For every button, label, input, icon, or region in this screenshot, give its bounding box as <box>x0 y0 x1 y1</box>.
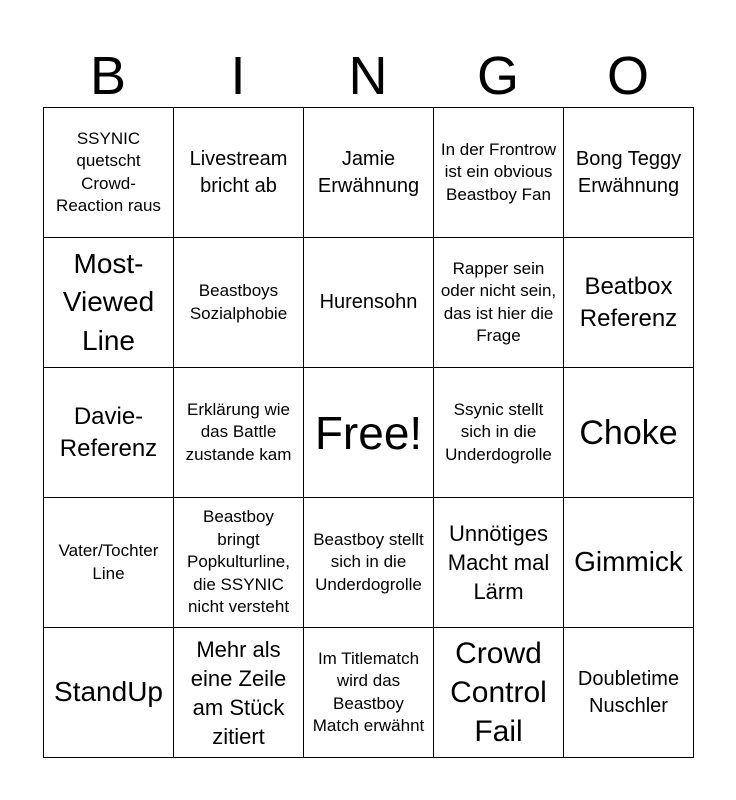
bingo-header <box>43 44 693 108</box>
bingo-cell: Beastboys Sozialphobie <box>174 238 304 368</box>
bingo-cell: Davie-Referenz <box>44 368 174 498</box>
bingo-cell: Rapper sein oder nicht sein, das ist hier die Frage <box>434 238 564 368</box>
bingo-cell: Im Titlematch wird das Beastboy Match erwähnt <box>304 628 434 758</box>
bingo-cell: In der Frontrow ist ein obvious Beastboy Fan <box>434 108 564 238</box>
bingo-cell: Jamie Erwähnung <box>304 108 434 238</box>
free-cell: Free! <box>304 368 434 498</box>
bingo-cell: Livestream bricht ab <box>174 108 304 238</box>
bingo-cell: Mehr als eine Zeile am Stück zitiert <box>174 628 304 758</box>
bingo-cell: StandUp <box>44 628 174 758</box>
bingo-cell: Vater/Tochter Line <box>44 498 174 628</box>
grid-row <box>44 108 694 238</box>
header-letter-n: N <box>348 46 388 106</box>
header-letter-g: G <box>476 46 519 106</box>
header-letter-b: B <box>89 46 127 106</box>
bingo-cell: Most-Viewed Line <box>44 238 174 368</box>
bingo-cell: Choke <box>564 368 694 498</box>
bingo-cell: Ssynic stellt sich in die Underdogrolle <box>434 368 564 498</box>
bingo-cell: SSYNIC quetscht Crowd-Reaction raus <box>44 108 174 238</box>
bingo-cell: Gimmick <box>564 498 694 628</box>
bingo-cell: Beatbox Referenz <box>564 238 694 368</box>
grid-row <box>44 238 694 368</box>
header-letter-o: O <box>606 46 649 106</box>
header-letter-i: I <box>230 46 246 106</box>
bingo-cell: Crowd Control Fail <box>434 628 564 758</box>
grid-row <box>44 498 694 628</box>
grid-row <box>44 368 694 498</box>
grid-row <box>44 628 694 758</box>
bingo-cell: Beastboy stellt sich in die Underdogrolle <box>304 498 434 628</box>
bingo-grid <box>43 107 694 758</box>
bingo-cell: Hurensohn <box>304 238 434 368</box>
bingo-cell: Unnötiges Macht mal Lärm <box>434 498 564 628</box>
bingo-cell: Bong Teggy Erwähnung <box>564 108 694 238</box>
bingo-cell: Beastboy bringt Popkulturline, die SSYNIC nicht versteht <box>174 498 304 628</box>
bingo-cell: Erklärung wie das Battle zustande kam <box>174 368 304 498</box>
bingo-cell: Doubletime Nuschler <box>564 628 694 758</box>
